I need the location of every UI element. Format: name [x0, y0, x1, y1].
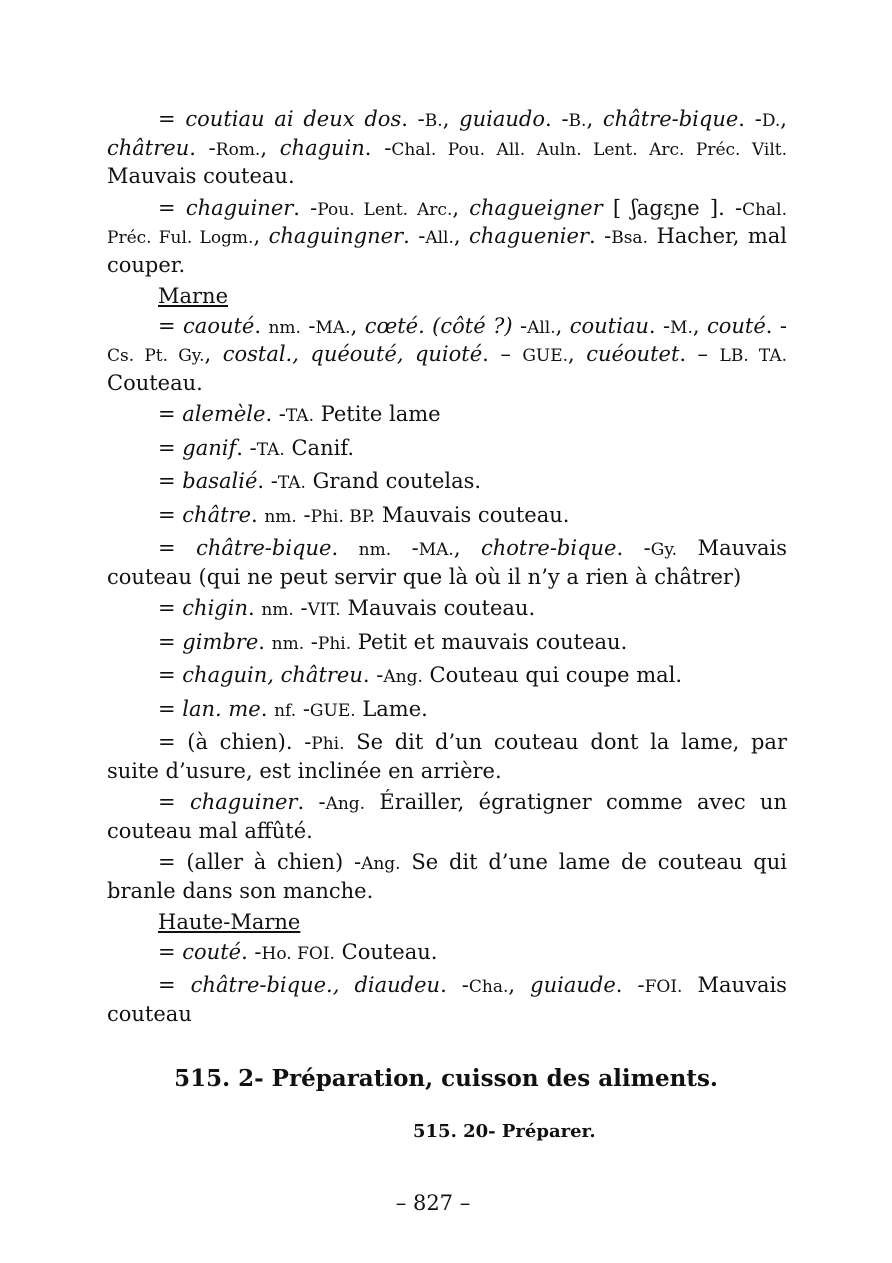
entry-chaguiner: = chaguiner. -Pou. Lent. Arc., chagueigner [ ʃagɛɲe ]. -Chal. Préc. Ful. Logm., chaguingner. -All., chaguenier. -Bsa. Hacher, mal couper.	[107, 195, 788, 277]
entry-coutiau-ai-deux-dos: = coutiau ai deux dos. -B., guiaudo. -B., châtre-bique. -D., châtreu. -Rom., chaguin. -Chal. Pou. All. Auln. Lent. Arc. Préc. Vilt. Mauvais couteau.	[107, 107, 788, 188]
subsection-heading: 515. 20- Préparer.	[413, 1121, 596, 1142]
page-number: – 827 –	[395, 1191, 471, 1215]
entry-basalie: = basalié. -TA. Grand coutelas.	[158, 469, 482, 493]
entry-gimbre: = gimbre. nm. -Phi. Petit et mauvais couteau.	[158, 629, 628, 654]
region-heading-marne: Marne	[158, 284, 229, 308]
entry-chaguin-chatreu: = chaguin, châtreu. -Ang. Couteau qui coupe mal.	[158, 663, 683, 687]
entry-chatre-bique-diaudeu: = châtre-bique., diaudeu. -Cha., guiaude. -FOI. Mauvais couteau	[107, 973, 787, 1026]
entry-chatre: = châtre. nm. -Phi. BP. Mauvais couteau.	[158, 502, 570, 527]
entry-chatre-bique: = châtre-bique. nm. -MA., chotre-bique. -Gy. Mauvais couteau (qui ne peut servir que là où il n’y a rien à châtrer)	[107, 536, 788, 589]
entry-chigin: = chigin. nm. -VIT. Mauvais couteau.	[158, 596, 536, 620]
entry-caoute: = caouté. nm. -MA., cœté. (côté ?) -All., coutiau. -M., couté. -Cs. Pt. Gy., costal., quéouté, quioté. – GUE., cuéoutet. – LB. TA. Couteau.	[107, 313, 788, 395]
entry-coute: = couté. -Ho. FOI. Couteau.	[158, 939, 438, 964]
region-heading-haute-marne: Haute-Marne	[158, 910, 301, 934]
entry-ganif: = ganif. -TA. Canif.	[158, 435, 355, 460]
entry-lan-me: = lan. me. nf. -GUE. Lame.	[158, 696, 428, 721]
entry-alemele: = alemèle. -TA. Petite lame	[158, 402, 441, 426]
entry-a-chien: = (à chien). -Phi. Se dit d’un couteau dont la lame, par suite d’usure, est inclinée en arrière.	[107, 730, 787, 783]
dictionary-entries	[107, 106, 787, 1032]
entry-chaguiner-ang: = chaguiner. -Ang. Érailler, égratigner comme avec un couteau mal affûté.	[107, 790, 787, 843]
entry-aller-a-chien: = (aller à chien) -Ang. Se dit d’une lame de couteau qui branle dans son manche.	[107, 850, 787, 903]
section-heading: 515. 2- Préparation, cuisson des aliments.	[174, 1065, 718, 1092]
